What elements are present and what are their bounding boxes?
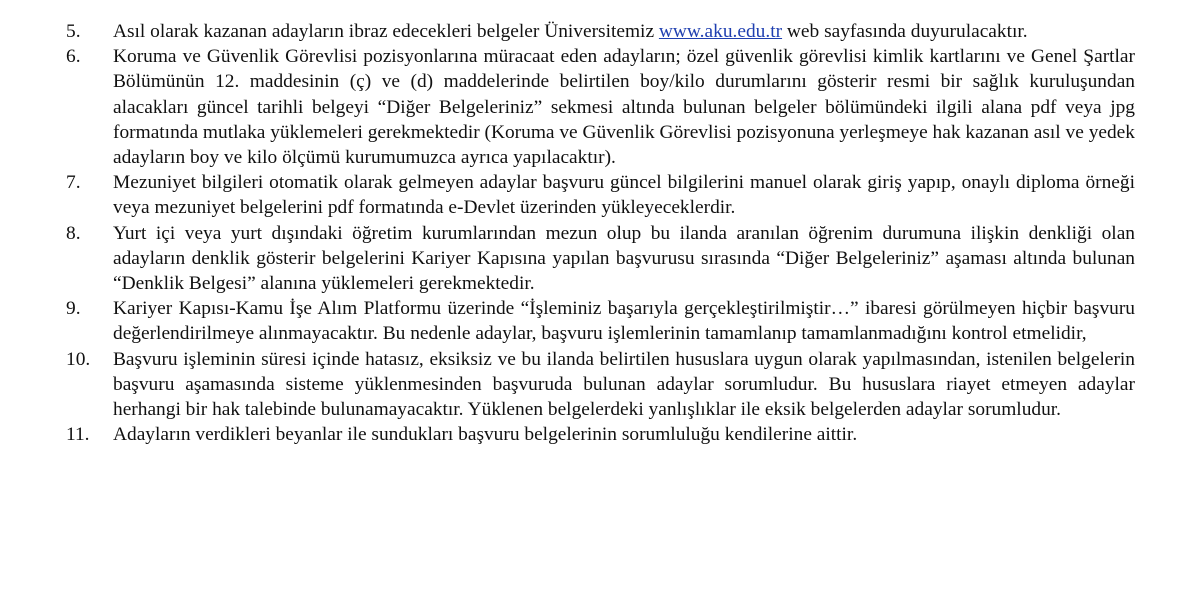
item-text: Koruma ve Güvenlik Görevlisi pozisyonlarına müracaat eden adayların; özel güvenlik görevlisi kimlik kartlarını ve Genel Şartlar Bölümünün 12. maddesinin (ç) ve (d) maddelerinde belirtilen boy/kilo durumlarını gösterir resmi bir sağlık kuruluşundan alacakları güncel tarihli belgeyi “Diğer Belgeleriniz” sekmesi altında bulunan belgeler bölümündeki ilgili alana pdf veya jpg formatında mutlaka yüklemeleri gerekmektedir (Koruma ve Güvenlik Görevlisi pozisyonuna yerleşmeye hak kazanan asıl ve yedek adayların boy ve kilo ölçümü kurumumuzca ayrıca yapılacaktır). (113, 46, 1135, 169)
item-number: 8. (66, 222, 81, 244)
item-number: 9. (66, 298, 81, 320)
item-text: Başvuru işleminin süresi içinde hatasız, eksiksiz ve bu ilanda belirtilen hususlara uygun olarak yapılmasından, istenilen belgelerin başvuru aşamasında sisteme yüklenmesinden başvuruda bulunan adaylar sorumludur. Bu hususlara riayet etmeyen adaylar herhangi bir hak talebinde bulunamayacaktır. Yüklenen belgelerdeki yanlışlıklar ile eksik belgelerden adaylar sorumludur. (113, 348, 1135, 421)
list-item-9 (66, 296, 1135, 346)
list-item-6 (66, 44, 1135, 170)
item-text: Mezuniyet bilgileri otomatik olarak gelmeyen adaylar başvuru güncel bilgilerini manuel olarak giriş yapıp, onaylı diploma örneği veya mezuniyet belgelerini pdf formatında e-Devlet üzerinden yükleyeceklerdir. (113, 172, 1135, 219)
document-body (66, 19, 1135, 447)
item-text: Kariyer Kapısı-Kamu İşe Alım Platformu üzerinde “İşleminiz başarıyla gerçekleştirilmiştir…” ibaresi görülmeyen hiçbir başvuru değerlendirilmeye alınmayacaktır. Bu nedenle adaylar, başvuru işlemlerinin tamamlanıp tamamlanmadığını kontrol etmelidir, (113, 298, 1135, 345)
item-text: Yurt içi veya yurt dışındaki öğretim kurumlarından mezun olup bu ilanda aranılan öğrenim durumuna ilişkin denkliği olan adayların denklik gösterir belgelerini Kariyer Kapısına yapılan başvurusu sırasında “Diğer Belgeleriniz” aşaması altında bulunan “Denklik Belgesi” alanına yüklemeleri gerekmektedir. (113, 222, 1135, 295)
item-text-after-link: web sayfasında duyurulacaktır. (786, 21, 1028, 42)
item-number: 6. (66, 46, 81, 68)
item-number: 7. (66, 172, 81, 194)
list-item-8 (66, 221, 1135, 297)
item-number: 5. (66, 21, 81, 42)
item-number: 10. (66, 348, 91, 370)
list-item-10 (66, 347, 1135, 423)
item-text (113, 19, 1135, 44)
item-text-before-link: Asıl olarak kazanan adayların ibraz edecekleri belgeler Üniversitemiz (113, 21, 655, 42)
list-item-11 (66, 422, 1135, 447)
list-item-5 (66, 19, 1135, 44)
item-text: Adayların verdikleri beyanlar ile sundukları başvuru belgelerinin sorumluluğu kendilerine aittir. (113, 424, 858, 446)
item-number: 11. (66, 424, 90, 446)
website-link[interactable]: www.aku.edu.tr (658, 21, 783, 42)
list-item-7 (66, 170, 1135, 220)
